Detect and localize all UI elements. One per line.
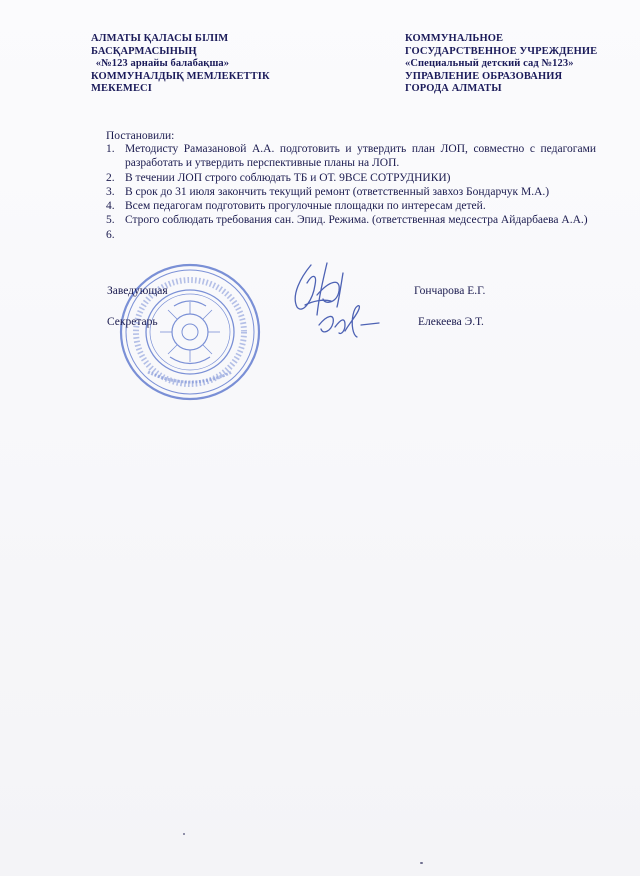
- decree-title: Постановили:: [106, 130, 175, 142]
- decree-item-text: [125, 228, 596, 242]
- decree-item-text: В течении ЛОП строго соблюдать ТБ и ОТ. 9ВСЕ СОТРУДНИКИ): [125, 171, 451, 184]
- official-stamp-icon: [118, 262, 262, 402]
- decree-item-number: 1.: [106, 143, 115, 155]
- decree-item-text: В срок до 31 июля закончить текущий ремонт (ответственный завхоз Бондарчук М.А.): [125, 185, 550, 198]
- head-signature-name: Гончарова Е.Г.: [414, 285, 486, 297]
- header-right-line: ГОСУДАРСТВЕННОЕ УЧРЕЖДЕНИЕ: [405, 45, 598, 57]
- decree-item: [106, 228, 596, 242]
- handwritten-signature-icon: [283, 255, 398, 350]
- header-left-kazakh: [91, 33, 311, 96]
- header-right-line: УПРАВЛЕНИЕ ОБРАЗОВАНИЯ: [405, 70, 563, 82]
- header-right-line: КОММУНАЛЬНОЕ: [405, 33, 504, 44]
- decree-item-text: Строго соблюдать требования сан. Эпид. Режима. (ответственная медсестра Айдарбаева А.А.): [125, 214, 588, 227]
- secretary-signature-name: Елекеева Э.Т.: [418, 316, 484, 328]
- header-left-line: МЕКЕМЕСІ: [91, 83, 152, 94]
- scan-speck: [183, 833, 185, 835]
- decree-item: [106, 185, 596, 199]
- header-right-line: ГОРОДА АЛМАТЫ: [405, 83, 502, 94]
- head-signature-label: Заведующая: [107, 285, 168, 297]
- decree-item: [106, 213, 596, 227]
- decree-item-number: 3.: [106, 185, 115, 198]
- secretary-signature-label: Секретарь: [107, 316, 158, 328]
- header-left-line: АЛМАТЫ ҚАЛАСЫ БІЛІМ: [91, 33, 229, 44]
- header-right-russian: [405, 33, 625, 96]
- decree-item: [106, 142, 596, 171]
- decree-item: [106, 171, 596, 185]
- decree-item-number: 2.: [106, 171, 115, 184]
- decree-list: [106, 142, 596, 242]
- decree-item-number: 4.: [106, 200, 115, 213]
- decree-item-number: 6.: [106, 228, 115, 241]
- decree-item: [106, 199, 596, 213]
- decree-item-text: Методисту Рамазановой А.А. подготовить и утвердить план ЛОП, совместно с педагогами разработать и утвердить перспективные планы на ЛОП.: [125, 143, 596, 170]
- scan-speck: [420, 862, 423, 864]
- header-left-line: КОММУНАЛДЫҚ МЕМЛЕКЕТТІК: [91, 70, 270, 82]
- header-right-line: «Специальный детский сад №123»: [405, 58, 574, 69]
- header-left-line: БАСҚАРМАСЫНЫҢ: [91, 45, 197, 57]
- header-left-line: «№123 арнайы балабақша»: [93, 58, 230, 69]
- decree-item-number: 5.: [106, 214, 115, 227]
- decree-item-text: Всем педагогам подготовить прогулочные площадки по интересам детей.: [125, 200, 486, 213]
